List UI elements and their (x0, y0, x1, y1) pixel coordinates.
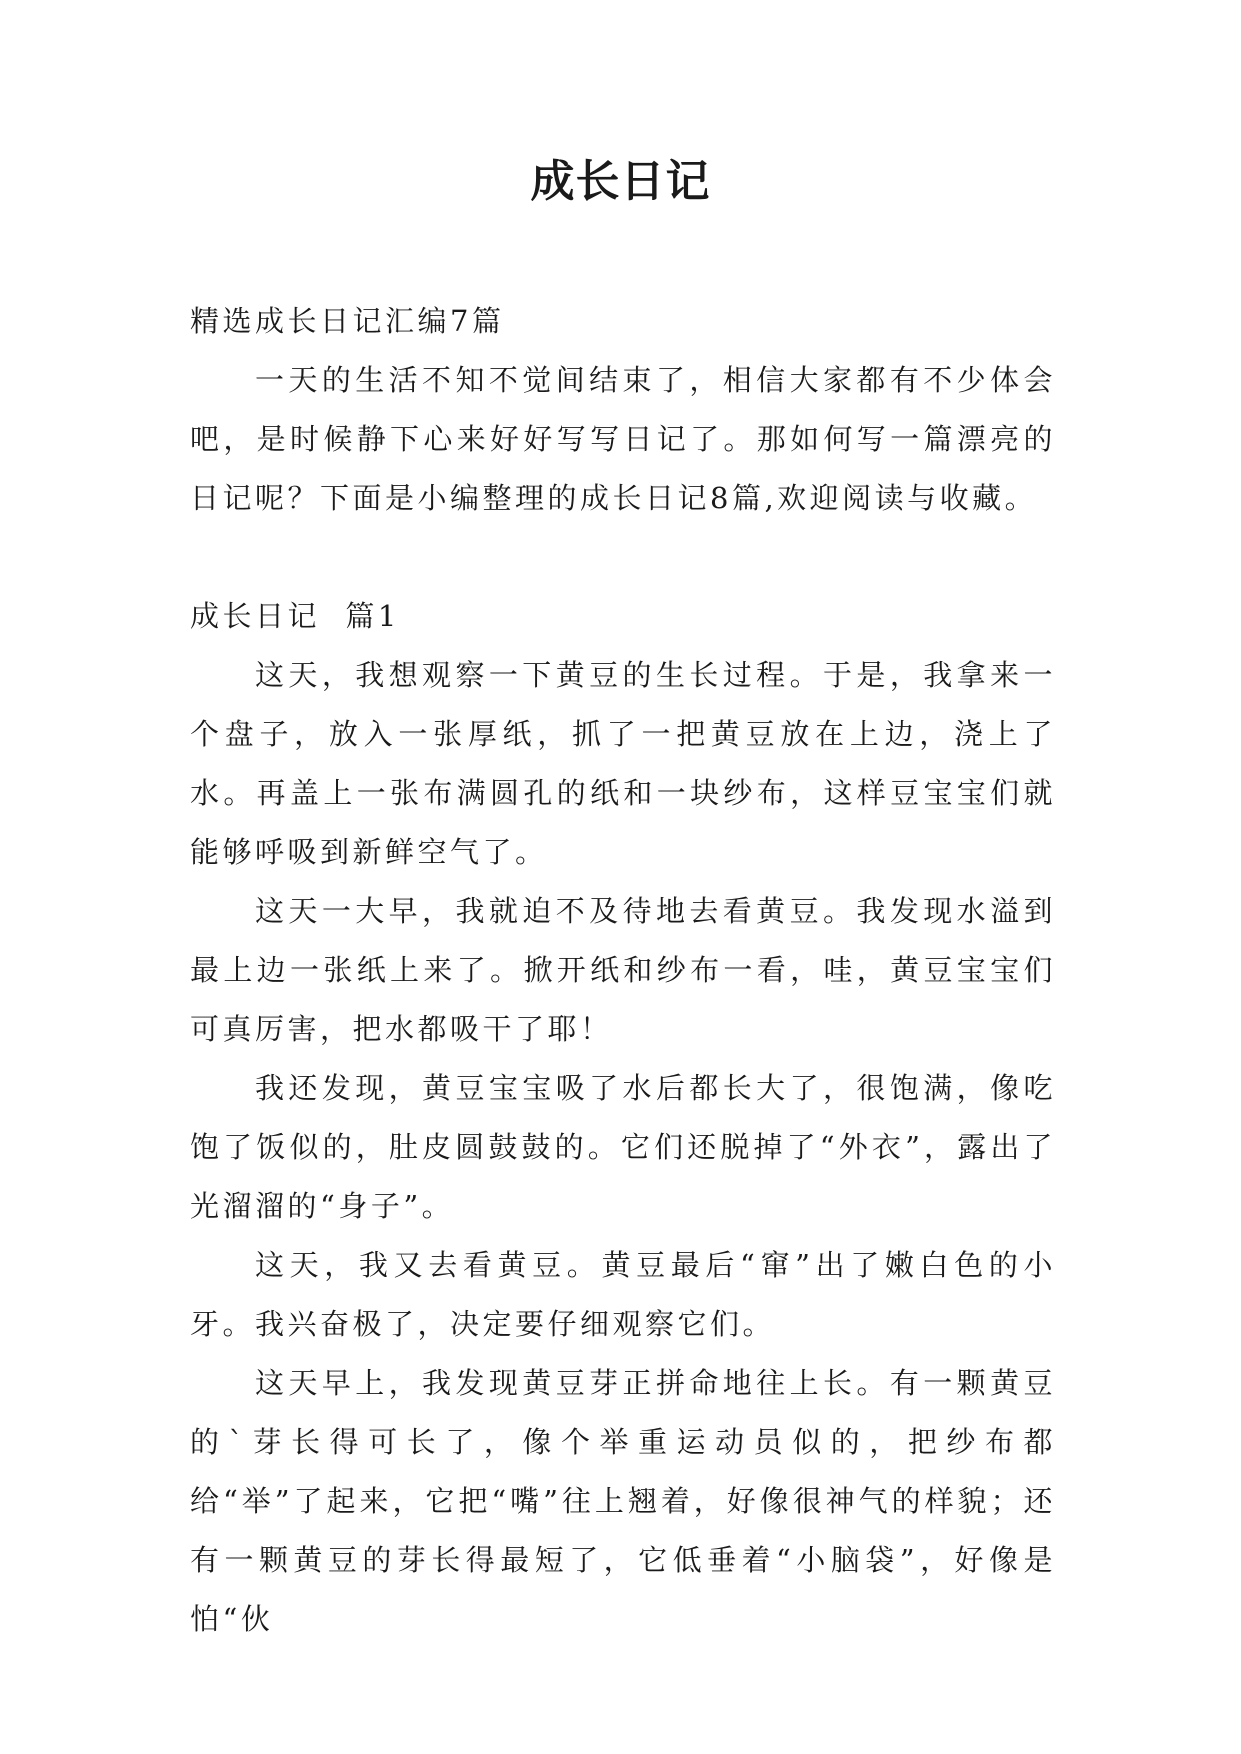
document-body (190, 292, 1056, 1649)
body-paragraph: 这天，我又去看黄豆。黄豆最后“窜”出了嫩白色的小牙。我兴奋极了，决定要仔细观察它们。 (190, 1248, 1056, 1341)
section-spacer (190, 528, 1056, 587)
section-heading: 成长日记 篇1 (190, 599, 400, 633)
document-subtitle: 精选成长日记汇编7篇 (190, 304, 505, 338)
body-paragraph: 这天一大早，我就迫不及待地去看黄豆。我发现水溢到最上边一张纸上来了。掀开纸和纱布一看，哇，黄豆宝宝们可真厉害，把水都吸干了耶！ (190, 894, 1056, 1046)
body-paragraph: 这天，我想观察一下黄豆的生长过程。于是，我拿来一个盘子，放入一张厚纸，抓了一把黄豆放在上边，浇上了水。再盖上一张布满圆孔的纸和一块纱布，这样豆宝宝们就能够呼吸到新鲜空气了。 (190, 658, 1056, 869)
document-title: 成长日记 (530, 156, 711, 207)
body-paragraph: 我还发现，黄豆宝宝吸了水后都长大了，很饱满，像吃饱了饭似的，肚皮圆鼓鼓的。它们还脱掉了“外衣”，露出了光溜溜的“身子”。 (190, 1071, 1056, 1223)
body-paragraph: 这天早上，我发现黄豆芽正拼命地往上长。有一颗黄豆的`芽长得可长了，像个举重运动员似的，把纱布都给“举”了起来，它把“嘴”往上翘着，好像很神气的样貌；还有一颗黄豆的芽长得最短了，它低垂着“小脑袋”，好像是怕“伙 (190, 1366, 1056, 1636)
intro-paragraph: 一天的生活不知不觉间结束了，相信大家都有不少体会吧，是时候静下心来好好写写日记了。那如何写一篇漂亮的日记呢？下面是小编整理的成长日记8篇,欢迎阅读与收藏。 (190, 363, 1056, 515)
